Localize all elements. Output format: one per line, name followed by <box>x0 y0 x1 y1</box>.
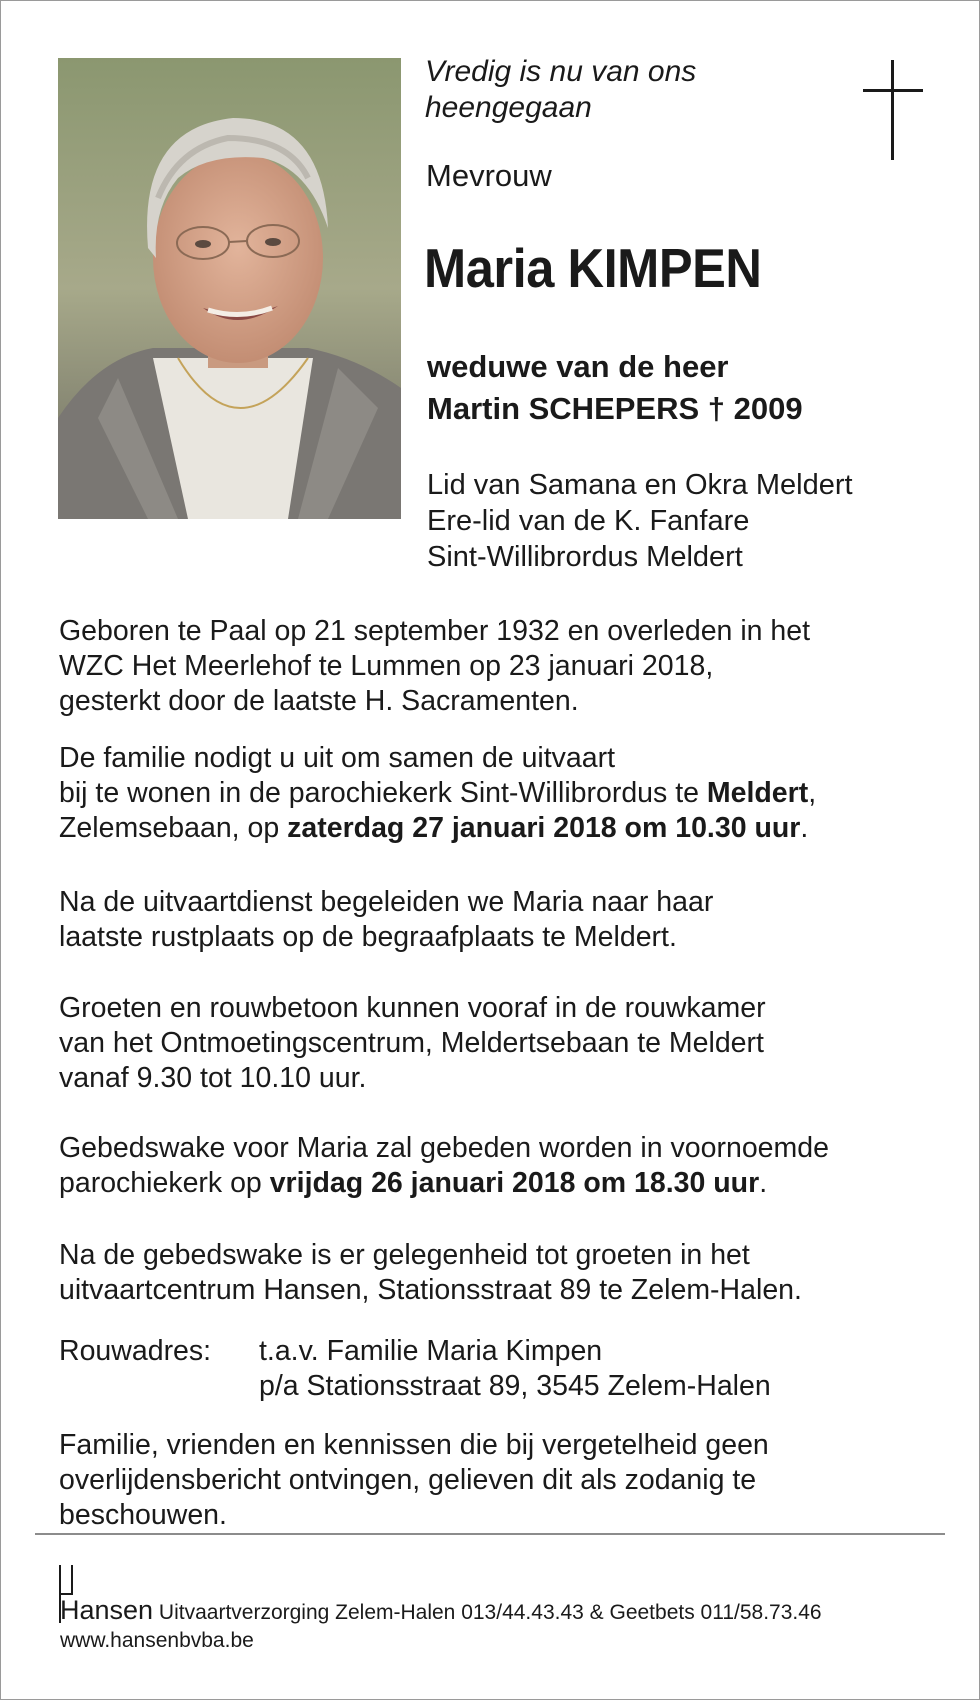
condolence-paragraph <box>59 991 949 1096</box>
funeral-place: Meldert <box>706 777 809 809</box>
intro-text <box>425 54 696 126</box>
address-lines <box>259 1334 771 1404</box>
cross-icon <box>863 60 923 160</box>
paragraph-line: uitvaartcentrum Hansen, Stationsstraat 89 te Zelem-Halen. <box>59 1274 802 1306</box>
address-line: t.a.v. Familie Maria Kimpen <box>259 1335 603 1367</box>
paragraph-line: laatste rustplaats op de begraafplaats te Meldert. <box>59 921 677 953</box>
brand-name: Hansen <box>60 1595 154 1625</box>
vigil-datetime: vrijdag 26 januari 2018 om 18.30 uur <box>269 1167 760 1199</box>
funeral-datetime: zaterdag 27 januari 2018 om 10.30 uur <box>287 812 801 844</box>
paragraph-line: overlijdensbericht ontvingen, gelieven dit als zodanig te <box>59 1464 757 1496</box>
intro-line: heengegaan <box>425 91 592 124</box>
membership-line: Ere-lid van de K. Fanfare <box>427 505 750 537</box>
membership-line: Lid van Samana en Okra Meldert <box>427 469 853 501</box>
paragraph-line <box>59 1166 949 1201</box>
paragraph-line: vanaf 9.30 tot 10.10 uur. <box>59 1062 367 1094</box>
paragraph-line: Geboren te Paal op 21 september 1932 en overleden in het <box>59 615 811 647</box>
paragraph-line: WZC Het Meerlehof te Lummen op 23 januari 2018, <box>59 650 714 682</box>
paragraph-line: Na de gebedswake is er gelegenheid tot groeten in het <box>59 1239 750 1271</box>
spouse-line: Martin SCHEPERS † 2009 <box>427 391 803 426</box>
birth-death-paragraph <box>59 614 949 719</box>
footer-contact <box>60 1597 822 1626</box>
text-span: . <box>759 1167 768 1199</box>
paragraph-line: beschouwen. <box>59 1499 227 1531</box>
paragraph-line: van het Ontmoetingscentrum, Meldertsebaan te Meldert <box>59 1027 764 1059</box>
burial-paragraph <box>59 885 949 955</box>
greeting-paragraph <box>59 1238 949 1308</box>
paragraph-line: De familie nodigt u uit om samen de uitvaart <box>59 742 616 774</box>
funeral-paragraph <box>59 741 949 846</box>
membership-line: Sint-Willibrordus Meldert <box>427 541 743 573</box>
vigil-paragraph <box>59 1131 949 1201</box>
address-line: p/a Stationsstraat 89, 3545 Zelem-Halen <box>259 1370 771 1402</box>
text-span: . <box>800 812 809 844</box>
text-span: bij te wonen in de parochiekerk Sint-Willibrordus te <box>59 777 707 809</box>
paragraph-line: Familie, vrienden en kennissen die bij vergetelheid geen <box>59 1429 769 1461</box>
footer-website[interactable]: www.hansenbvba.be <box>60 1629 254 1652</box>
text-span: Zelemsebaan, op <box>59 812 288 844</box>
portrait-photo <box>58 58 401 519</box>
text-span: parochiekerk op <box>59 1167 270 1199</box>
paragraph-line: gesterkt door de laatste H. Sacramenten. <box>59 685 579 717</box>
paragraph-line: Groeten en rouwbetoon kunnen vooraf in de rouwkamer <box>59 992 766 1024</box>
divider <box>35 1533 945 1535</box>
deceased-name: Maria KIMPEN <box>424 237 762 299</box>
paragraph-line <box>59 776 949 811</box>
honorific: Mevrouw <box>426 158 552 193</box>
paragraph-line: Na de uitvaartdienst begeleiden we Maria naar haar <box>59 886 714 918</box>
paragraph-line <box>59 811 949 846</box>
address-label: Rouwadres: <box>59 1335 212 1367</box>
spouse-line: weduwe van de heer <box>427 349 729 384</box>
text-span: , <box>808 777 817 809</box>
contact-text: Uitvaartverzorging Zelem-Halen 013/44.43.43 & Geetbets 011/58.73.46 <box>158 1601 822 1624</box>
intro-line: Vredig is nu van ons <box>425 55 697 88</box>
spouse-info <box>427 346 803 430</box>
memberships <box>427 467 853 575</box>
paragraph-line: Gebedswake voor Maria zal gebeden worden in voornoemde <box>59 1132 829 1164</box>
closing-paragraph <box>59 1428 949 1533</box>
